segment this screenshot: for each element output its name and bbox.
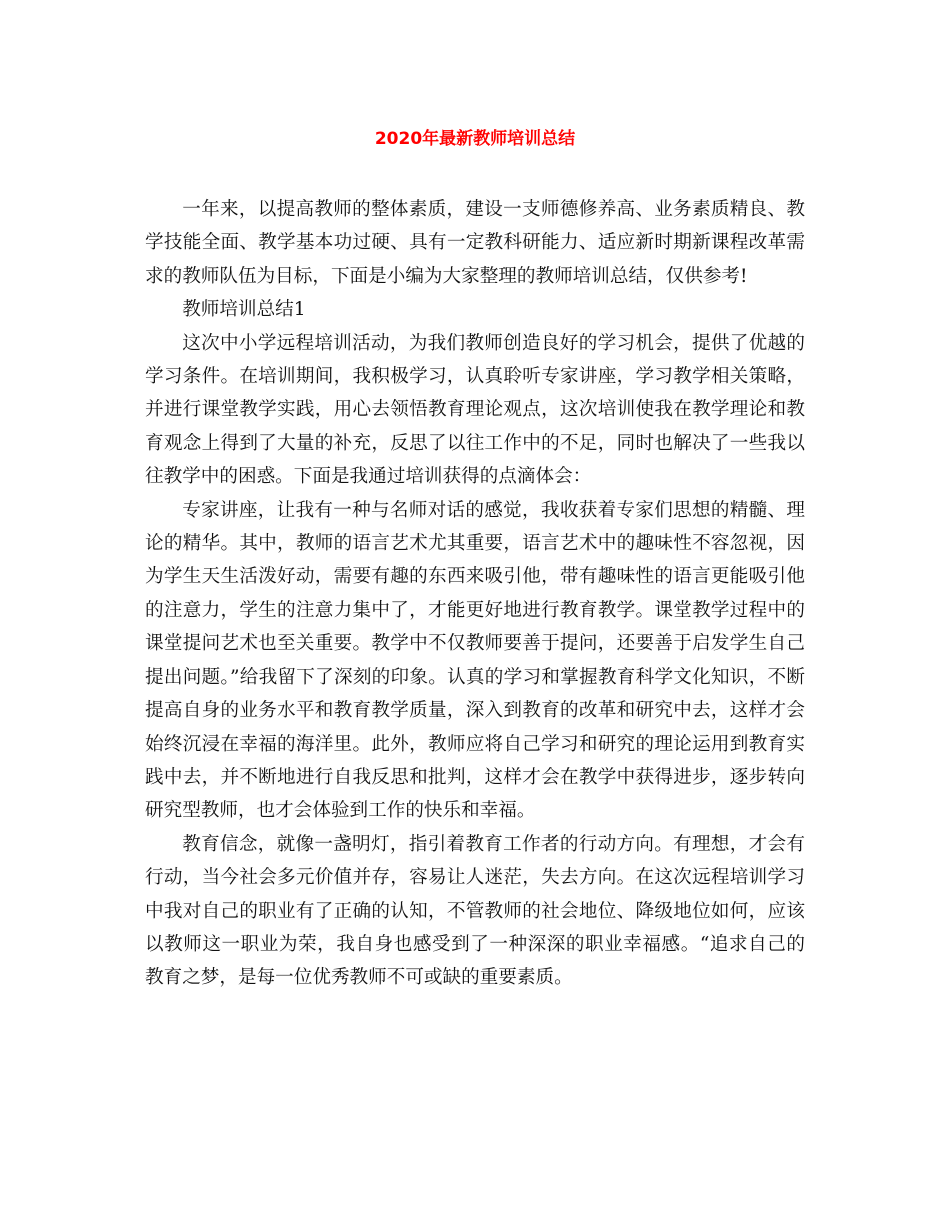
document-body	[145, 193, 805, 995]
paragraph-expert-lectures: 专家讲座，让我有一种与名师对话的感觉，我收获着专家们思想的精髓、理论的精华。其中，教师的语言艺术尤其重要，语言艺术中的趣味性不容忽视，因为学生天生活泼好动，需要有趣的东西来吸引他，带有趣味性的语言更能吸引他的注意力，学生的注意力集中了，才能更好地进行教育教学。课堂教学过程中的课堂提问艺术也至关重要。教学中不仅教师要善于提问，还要善于启发学生自己提出问题。”给我留下了深刻的印象。认真的学习和掌握教育科学文化知识，不断提高自身的业务水平和教育教学质量，深入到教育的改革和研究中去，这样才会始终沉浸在幸福的海洋里。此外，教师应将自己学习和研究的理论运用到教育实践中去，并不断地进行自我反思和批判，这样才会在教学中获得进步，逐步转向研究型教师，也才会体验到工作的快乐和幸福。	[145, 499, 805, 822]
paragraph-intro: 一年来，以提高教师的整体素质，建设一支师德修养高、业务素质精良、教学技能全面、教学基本功过硬、具有一定教科研能力、适应新时期新课程改革需求的教师队伍为目标，下面是小编为大家整理的教师培训总结，仅供参考!	[145, 199, 805, 287]
paragraph-training-overview: 这次中小学远程培训活动，为我们教师创造良好的学习机会，提供了优越的学习条件。在培训期间，我积极学习，认真聆听专家讲座，学习教学相关策略，并进行课堂教学实践，用心去领悟教育理论观点，这次培训使我在教学理论和教育观念上得到了大量的补充，反思了以往工作中的不足，同时也解决了一些我以往教学中的困惑。下面是我通过培训获得的点滴体会：	[145, 332, 805, 488]
document-title: 2020年最新教师培训总结	[374, 129, 576, 149]
paragraph-education-belief: 教育信念，就像一盏明灯，指引着教育工作者的行动方向。有理想，才会有行动，当今社会多元价值并存，容易让人迷茫，失去方向。在这次远程培训学习中我对自己的职业有了正确的认知，不管教师的社会地位、降级地位如何，应该以教师这一职业为荣，我自身也感受到了一种深深的职业幸福感。“追求自己的教育之梦，是每一位优秀教师不可或缺的重要素质。	[145, 833, 805, 989]
paragraph-section-heading: 教师培训总结1	[182, 299, 306, 321]
